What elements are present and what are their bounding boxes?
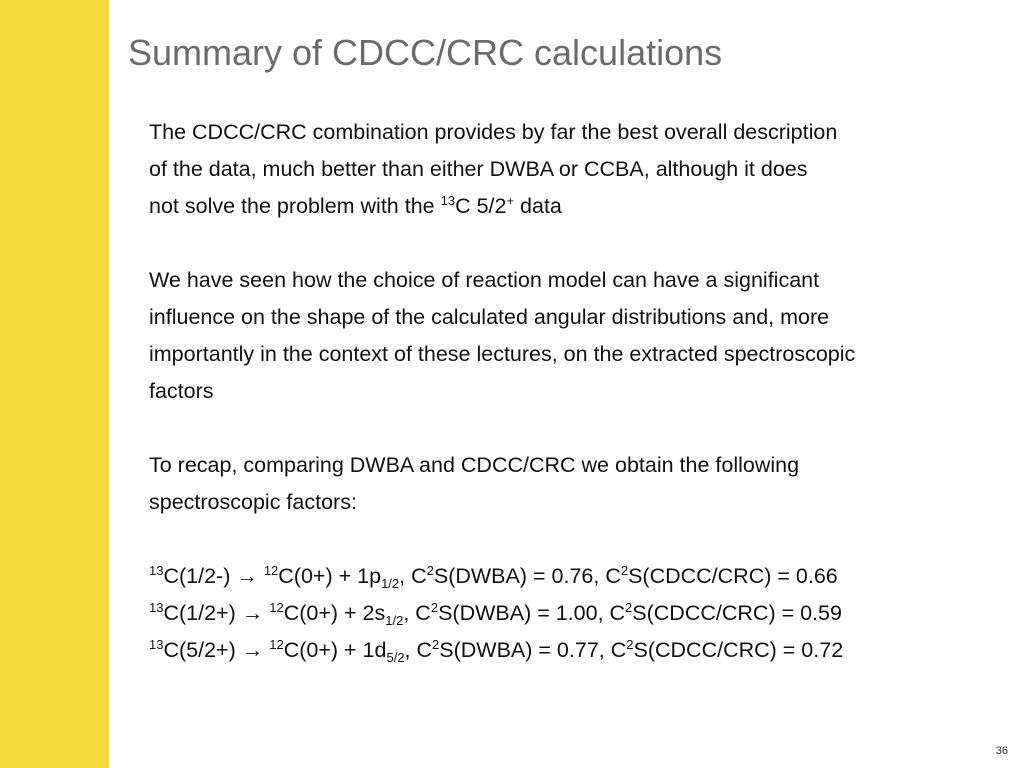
mass-number-superscript: 13 [149,600,164,615]
paragraph-2-line-1: We have seen how the choice of reaction model can have a significant [149,268,820,292]
text-fragment: C(0+) + 1d [283,638,387,662]
square-superscript: 2 [426,563,434,578]
paragraph-2-line-3: importantly in the context of these lectures, on the extracted spectroscopic [149,342,856,366]
paragraph-1-line-1: The CDCC/CRC combination provides by far the best overall description [149,120,838,144]
text-fragment: S(DWBA) = 0.77, C [439,638,627,662]
paragraph-gap [149,521,1009,558]
text-fragment: , C [404,638,433,662]
text-fragment: C(1/2-) → [163,564,264,588]
square-superscript: 2 [432,637,440,652]
text-fragment: S(DWBA) = 1.00, C [438,601,626,625]
text-fragment: C(0+) + 1p [278,564,382,588]
text-fragment: C 5/2 [455,194,507,218]
result-line [149,595,1009,632]
square-superscript: 2 [430,600,439,615]
text-fragment: C(1/2+) → [163,601,270,625]
orbital-subscript: 1/2 [381,576,400,591]
text-fragment: data [514,194,562,218]
mass-number-superscript: 12 [263,563,279,578]
text-fragment: , C [399,564,427,588]
square-superscript: 2 [625,600,633,615]
paragraph-3-line-2: spectroscopic factors: [149,490,357,514]
mass-number-superscript: 12 [269,600,284,615]
paragraph-1-line-2: of the data, much better than either DWBA or CCBA, although it does [149,157,808,181]
orbital-subscript: 1/2 [385,613,404,628]
mass-number-superscript: 12 [269,637,284,652]
text-fragment: not solve the problem with the [149,194,441,218]
paragraph-gap [149,225,1009,262]
result-line [149,632,1009,669]
orbital-subscript: 5/2 [386,650,405,665]
accent-side-bar [0,0,109,768]
square-superscript: 2 [626,637,634,652]
text-fragment: S(CDCC/CRC) = 0.72 [633,638,844,662]
paragraph-1-line-3 [149,188,1009,225]
text-fragment: C(0+) + 2s [283,601,386,625]
slide-title: Summary of CDCC/CRC calculations [128,32,723,73]
text-fragment: S(CDCC/CRC) = 0.59 [632,601,842,625]
paragraph-2-line-2: influence on the shape of the calculated angular distributions and, more [149,305,830,329]
parity-superscript: + [506,193,515,208]
text-fragment: C(5/2+) → [163,638,270,662]
mass-number-superscript: 13 [149,563,164,578]
square-superscript: 2 [620,563,629,578]
page-number: 36 [995,745,1008,757]
mass-number-superscript: 13 [149,637,164,652]
result-line [149,558,1009,595]
text-fragment: S(DWBA) = 0.76, C [433,564,621,588]
paragraph-2-line-4: factors [149,379,214,403]
paragraph-gap [149,410,1009,447]
text-fragment: , C [403,601,431,625]
text-fragment: S(CDCC/CRC) = 0.66 [628,564,838,588]
paragraph-3-line-1: To recap, comparing DWBA and CDCC/CRC we obtain the following [149,453,800,477]
isotope-superscript: 13 [440,193,456,208]
slide-body [149,114,1009,669]
